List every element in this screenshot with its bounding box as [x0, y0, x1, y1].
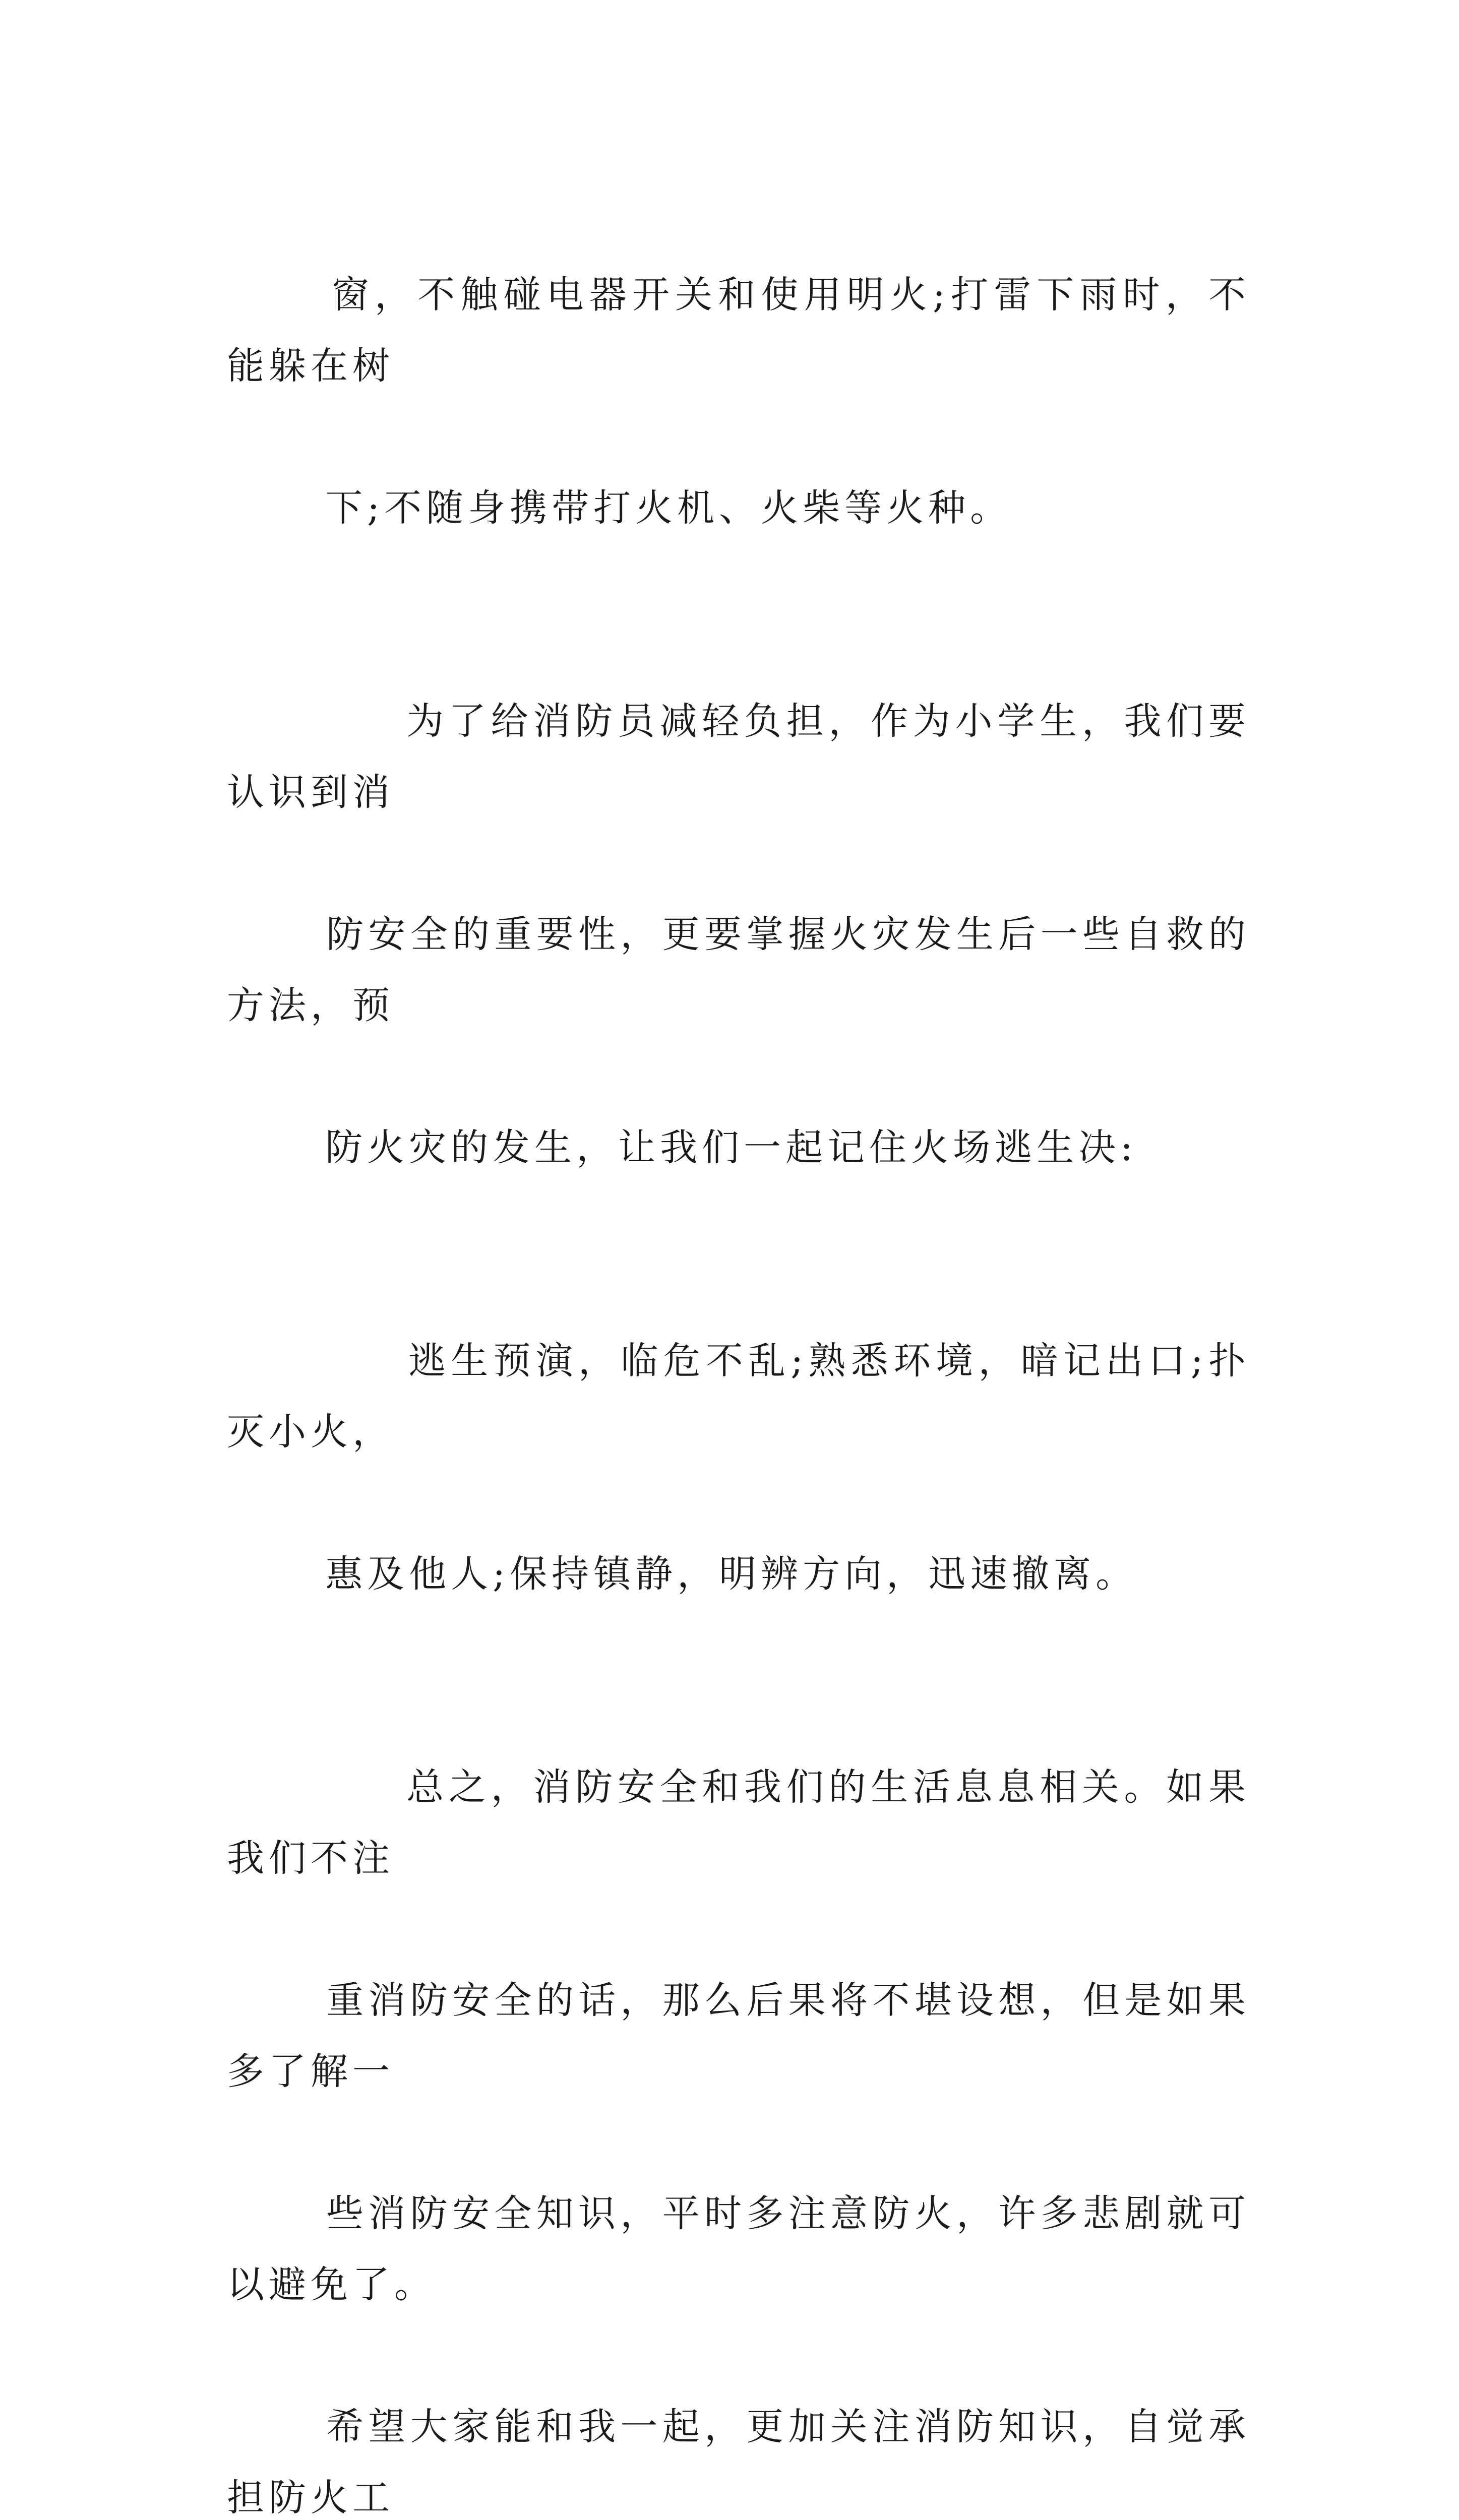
text-line: 防安全的重要性，更要掌握火灾发生后一些自救的方法，预: [227, 913, 1250, 1027]
document-body: [227, 188, 1250, 2520]
paragraph: [227, 1254, 1250, 1681]
text-line: 希望大家能和我一起，更加关注消防知识，自觉承担防火工: [227, 2405, 1250, 2519]
text-line: 逃生预演，临危不乱;熟悉环境，暗记出口;扑灭小火，: [227, 1339, 1250, 1454]
text-line: 下;不随身携带打火机、火柴等火种。: [325, 486, 1012, 530]
paragraph: [227, 1681, 1250, 2520]
text-line: 总之，消防安全和我们的生活息息相关。如果我们不注: [227, 1766, 1251, 1880]
text-line: 为了给消防员减轻负担，作为小学生，我们要认识到消: [227, 700, 1251, 814]
text-line: 些消防安全知识，平时多注意防火，许多悲剧就可以避免了。: [227, 2192, 1250, 2306]
text-line: 防火灾的发生，让我们一起记住火场逃生决:: [325, 1126, 1138, 1169]
text-line: 惠及他人;保持镇静，明辨方向，迅速撤离。: [325, 1552, 1138, 1596]
paragraph: [227, 615, 1250, 1254]
text-line: 窗，不触碰电器开关和使用明火;打雷下雨时，不能躲在树: [227, 273, 1250, 388]
paragraph-continuation: [227, 188, 1250, 615]
text-line: 重消防安全的话，那么后果将不堪设想，但是如果多了解一: [227, 1979, 1250, 2093]
